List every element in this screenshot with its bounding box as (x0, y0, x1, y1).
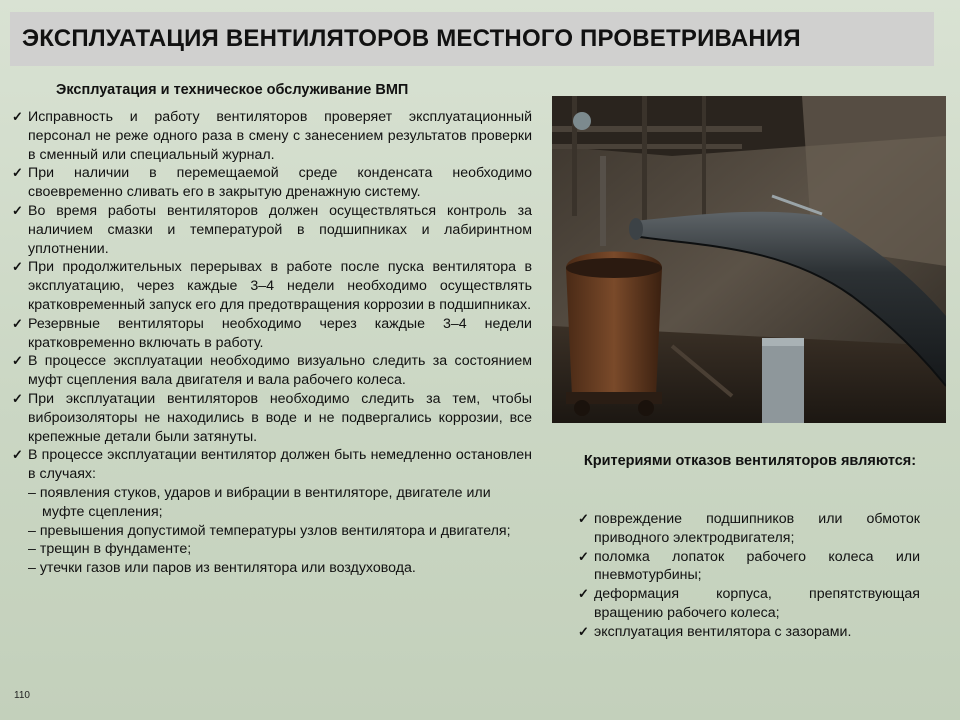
stop-condition-item: – трещин в фундаменте; (28, 541, 192, 558)
checkmark-icon: ✓ (12, 202, 23, 218)
photo-illustration (552, 96, 946, 423)
list-item: ✓ повреждение подшипников или обмоток приводного электродвигателя; (578, 511, 920, 546)
list-item: ✓ деформация корпуса, препятствующая вращению рабочего колеса; (578, 586, 920, 621)
failure-criteria-heading: Критериями отказов вентиляторов являются: (583, 453, 917, 469)
list-item: ✓ Резервные вентиляторы необходимо через каждые 3–4 недели кратковременно включать в работу. (12, 315, 532, 351)
list-item: ✓ Исправность и работу вентиляторов проверяет эксплуатационный персонал не реже одного раза в смену с занесением результатов проверки в сменный или специальный журнал. (12, 109, 532, 163)
checkmark-icon: ✓ (578, 548, 589, 564)
checkmark-icon: ✓ (578, 586, 589, 602)
slide-title: ЭКСПЛУАТАЦИЯ ВЕНТИЛЯТОРОВ МЕСТНОГО ПРОВЕТРИВАНИЯ (10, 12, 934, 66)
mine-ventilation-photo (552, 96, 946, 423)
stop-condition-item: – превышения допустимой температуры узлов вентилятора и двигателя; (28, 522, 511, 539)
checkmark-icon: ✓ (12, 447, 23, 463)
checkmark-icon: ✓ (12, 109, 23, 124)
list-item: ✓ При эксплуатации вентиляторов необходимо следить за тем, чтобы виброизоляторы не находились в воде и не подвергались коррозии, все крепежные детали были затянуты. (12, 390, 532, 445)
list-item: ✓ поломка лопаток рабочего колеса или пневмотурбины; (578, 548, 920, 584)
stop-condition-item: – появления стуков, ударов и вибрации в вентиляторе, двигателе или муфте сцепления; (28, 484, 491, 520)
maintenance-list (10, 108, 532, 578)
checkmark-icon: ✓ (12, 165, 23, 181)
list-item: ✓ Во время работы вентиляторов должен осуществляться контроль за наличием смазки и температурой в подшипниках и лабиринтном уплотнении. (12, 202, 532, 257)
checkmark-icon: ✓ (12, 390, 23, 406)
failure-criteria-list (576, 510, 920, 642)
checkmark-icon: ✓ (12, 259, 23, 275)
list-item: ✓ В процессе эксплуатации вентилятор должен быть немедленно остановлен в случаях: (12, 447, 532, 483)
section-subtitle: Эксплуатация и техническое обслуживание ВМП (56, 82, 409, 98)
list-item: ✓ При продолжительных перерывах в работе после пуска вентилятора в эксплуатацию, через каждые 3–4 недели необходимо осуществлять кратковременный запуск его для предотвращения коррозии в подшипниках. (12, 259, 532, 313)
stop-condition-item: – утечки газов или паров из вентилятора или воздуховода. (28, 560, 416, 577)
checkmark-icon: ✓ (578, 623, 589, 639)
list-item: ✓ эксплуатация вентилятора с зазорами. (578, 623, 852, 640)
checkmark-icon: ✓ (578, 511, 589, 526)
page-number: 110 (14, 690, 30, 701)
checkmark-icon: ✓ (12, 315, 23, 331)
checkmark-icon: ✓ (12, 353, 23, 369)
list-item: ✓ При наличии в перемещаемой среде конденсата необходимо своевременно сливать его в закрытую дренажную систему. (12, 165, 532, 201)
list-item: ✓ В процессе эксплуатации необходимо визуально следить за состоянием муфт сцепления вала двигателя и вала рабочего колеса. (12, 353, 532, 389)
